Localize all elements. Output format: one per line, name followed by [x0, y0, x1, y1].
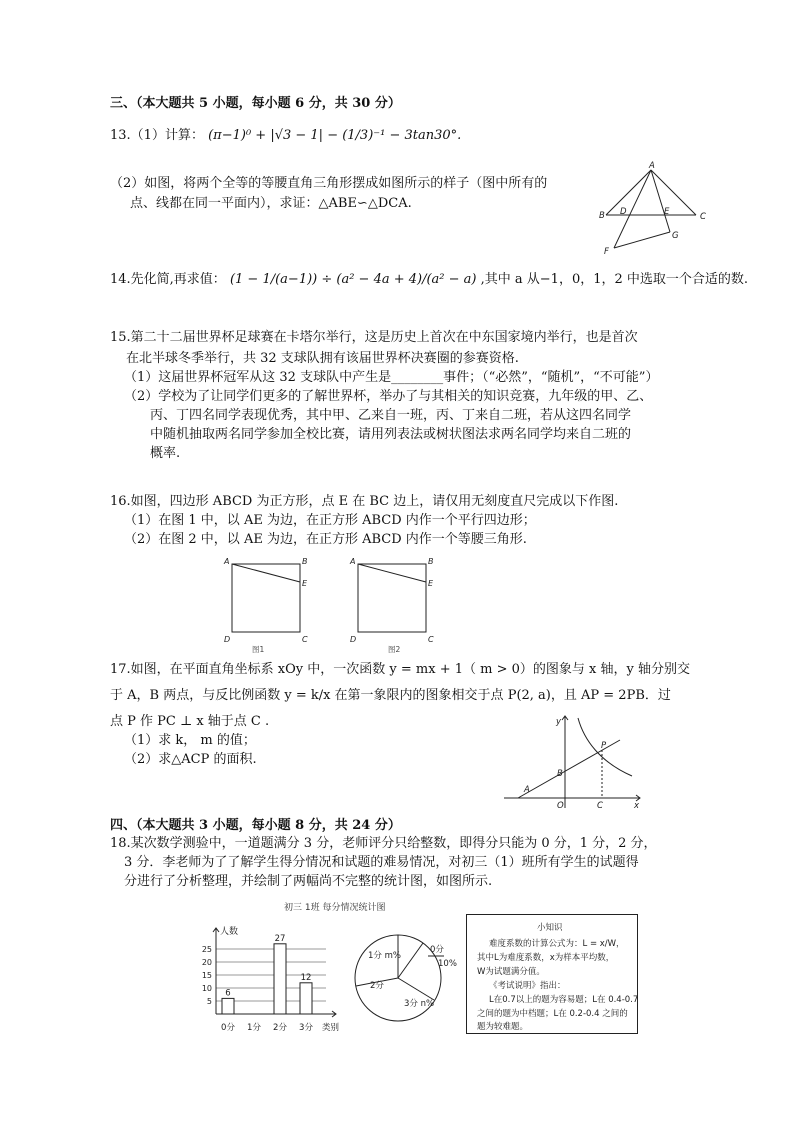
knowledge-note-box [466, 914, 638, 1034]
q17-label-a: A [524, 785, 530, 795]
q17-label-p: P [601, 741, 607, 751]
q17-coordinate-figure [500, 712, 646, 810]
q16-fig1-label-d: D [224, 635, 231, 644]
bar-chart [196, 922, 346, 1034]
q13-label-d: D [620, 207, 627, 217]
q14 [110, 270, 748, 290]
q13-part1 [110, 126, 461, 146]
q16-line1: 16.如图，四边形 ABCD 为正方形，点 E 在 BC 边上，请仅用无刻度直尺完成以下作图. [110, 494, 619, 509]
q13-part1-prefix: 13.（1）计算： [110, 128, 204, 143]
q13-label-f: F [604, 247, 609, 257]
pie-label-0: 0分 [430, 945, 444, 955]
q13-label-g: G [672, 231, 679, 241]
q15-line2: 在北半球冬季举行，共 32 支球队拥有该届世界杯决赛圈的参赛资格. [126, 351, 519, 366]
q16-fig2-label-c: C [428, 635, 434, 644]
bar-chart-xlabel: 类别 [322, 1023, 340, 1033]
q14-suffix: ,其中 a 从−1，0，1，2 中选取一个合适的数. [480, 272, 749, 287]
pie-label-3: 3分 n% [404, 999, 435, 1009]
q13-part2-line2: 点、线都在同一平面内），求证：△ABE∽△DCA. [130, 196, 412, 211]
q16-fig1-label-e: E [302, 579, 308, 588]
bar-chart-category-1: 1分 [247, 1023, 261, 1033]
bar-value-label-0: 6 [225, 988, 231, 999]
note-line-1: 难度系数的计算公式为：L = x/W， [489, 939, 625, 949]
bar-chart-category-0: 0分 [221, 1023, 235, 1033]
q15-line7: 概率. [150, 446, 181, 461]
q16-fig1-caption: 图1 [252, 645, 265, 654]
q18-line2: 3 分．李老师为了了解学生得分情况和试题的难易情况，对初三（1）班所有学生的试题得 [124, 855, 639, 870]
bar-chart-category-2: 2分 [273, 1023, 287, 1033]
bar-2 [274, 944, 286, 1014]
note-line-3: W为试题满分值。 [477, 967, 545, 977]
section-4-heading: 四、（本大题共 3 小题，每小题 8 分，共 24 分） [110, 818, 401, 833]
q17-line1: 17.如图，在平面直角坐标系 xOy 中，一次函数 y = mx + 1（ m > 0）的图象与 x 轴，y 轴分别交 [110, 662, 690, 677]
pie-label-0-pct: 10% [438, 959, 457, 969]
q16-line2: （1）在图 1 中，以 AE 为边，在正方形 ABCD 内作一个平行四边形； [124, 513, 536, 528]
bar-chart-ytick-1: 10 [201, 984, 212, 993]
q16-fig2-label-a: A [350, 557, 356, 566]
bar-chart-ytick-2: 15 [201, 971, 212, 980]
q16-figure-1 [220, 552, 330, 654]
q16-fig2-label-b: B [428, 557, 434, 566]
pie-label-1: 1分 m% [368, 951, 401, 961]
q16-fig1-label-a: A [224, 557, 230, 566]
q13-label-e: E [664, 207, 670, 217]
note-title: 小知识 [537, 923, 563, 933]
q13-label-a: A [649, 161, 655, 171]
q14-expression: (1 − 1/(a−1)) ÷ (a² − 4a + 4)/(a² − a) [229, 272, 477, 287]
bar-chart-category-3: 3分 [299, 1023, 313, 1033]
q17-label-b: B [557, 769, 563, 779]
q15-line6: 中随机抽取两名同学参加全校比赛，请用列表法或树状图法求两名同学均来自二班的 [150, 427, 632, 442]
q17-label-y: y [556, 717, 562, 727]
bar-value-label-2: 27 [274, 933, 286, 944]
q18-line1: 18.某次数学测验中，一道题满分 3 分，老师评分只给整数，即得分只能为 0 分，1 分，2 分， [110, 836, 657, 851]
q16-fig1-label-b: B [302, 557, 308, 566]
q14-prefix: 14.先化简,再求值： [110, 272, 226, 287]
bar-chart-ylabel: 人数 [220, 927, 239, 937]
note-line-5: L在0.7以上的题为容易题；L在 0.4-0.7 [489, 995, 639, 1005]
bar-chart-ytick-4: 25 [201, 945, 212, 954]
section-3-heading: 三、（本大题共 5 小题，每小题 6 分，共 30 分） [110, 96, 401, 111]
q13-label-b: B [599, 211, 605, 221]
q17-label-x: x [634, 801, 640, 811]
q13-part2-line1: （2）如图，将两个全等的等腰直角三角形摆成如图所示的样子（图中所有的 [110, 176, 548, 191]
q17-line4: （1）求 k， m 的值； [124, 733, 256, 748]
q17-line2: 于 A，B 两点，与反比例函数 y = k/x 在第一象限内的图象相交于点 P(2, a)，且 AP = 2PB．过 [110, 688, 671, 703]
q15-line1: 15.第二十二届世界杯足球赛在卡塔尔举行，这是历史上首次在中东国家境内举行，也是首次 [110, 330, 638, 345]
note-line-2: 其中L为难度系数，x为样本平均数， [477, 953, 615, 963]
q17-line5: （2）求△ACP 的面积. [124, 752, 257, 767]
bar-3 [300, 983, 312, 1014]
note-line-4: 《考试说明》指出： [489, 981, 566, 991]
q15-line3: （1）这届世界杯冠军从这 32 支球队中产生是________事件；（“必然”，“随机”，“不可能”） [124, 370, 659, 385]
note-line-6: 之间的题为中档题；L在 0.2-0.4 之间的 [477, 1009, 628, 1019]
q17-label-o: O [557, 801, 564, 811]
bar-chart-ytick-3: 20 [201, 958, 212, 967]
q15-line5: 丙、丁四名同学表现优秀，其中甲、乙来自一班，丙、丁来自二班，若从这四名同学 [150, 408, 632, 423]
pie-chart [348, 928, 468, 1028]
q18-line3: 分进行了分析整理，并绘制了两幅尚不完整的统计图，如图所示. [124, 874, 493, 889]
q16-figure-2 [346, 552, 456, 654]
q17-label-c: C [597, 801, 603, 811]
q15-line4: （2）学校为了让同学们更多的了解世界杯，举办了与其相关的知识竞赛，九年级的甲、乙、 [124, 389, 653, 404]
bar-chart-ytick-0: 5 [206, 997, 212, 1006]
q16-fig2-caption: 图2 [388, 645, 401, 654]
q17-line3: 点 P 作 PC ⊥ x 轴于点 C . [110, 714, 270, 729]
q16-line3: （2）在图 2 中，以 AE 为边，在正方形 ABCD 内作一个等腰三角形. [124, 532, 527, 547]
bar-0 [222, 998, 234, 1014]
q16-fig2-label-d: D [350, 635, 357, 644]
q13-label-c: C [700, 212, 706, 222]
q13-triangle-figure [596, 160, 716, 255]
chart-title: 初三 1班 每分情况统计图 [284, 903, 386, 913]
q16-fig1-label-c: C [302, 635, 308, 644]
q16-fig2-label-e: E [428, 579, 434, 588]
q13-part1-expression: (π−1)⁰ + |√3 − 1| − (1/3)⁻¹ − 3tan30°. [208, 128, 462, 143]
pie-label-2: 2分 [370, 981, 384, 991]
note-line-7: 题为较难题。 [477, 1022, 529, 1032]
bar-value-label-3: 12 [300, 972, 312, 983]
